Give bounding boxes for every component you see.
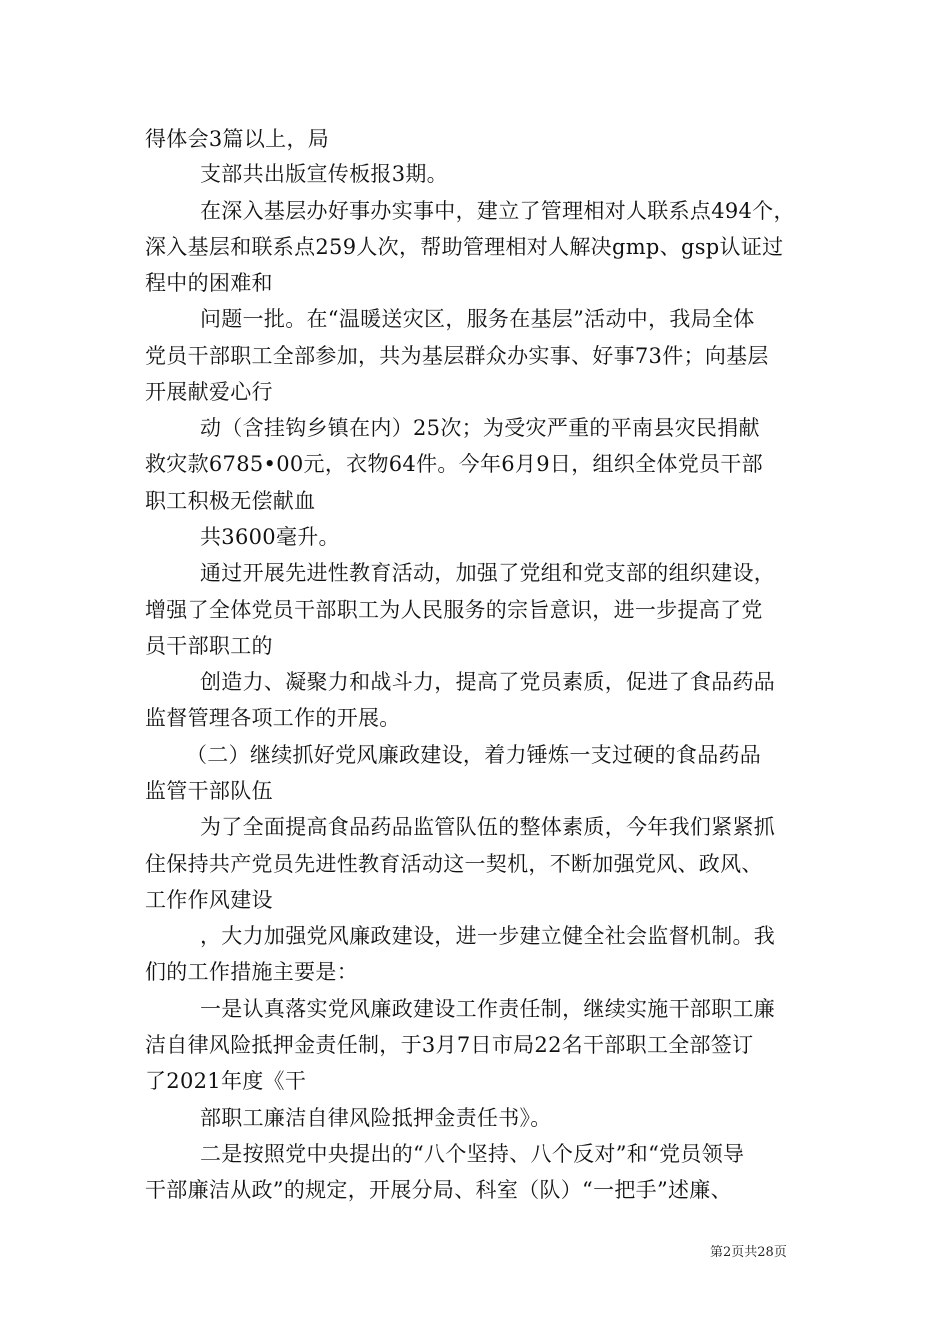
text-line: 程中的困难和: [145, 271, 273, 295]
section-heading-continued: 监管干部队伍: [145, 779, 273, 803]
page-number-footer: 第2页共28页: [710, 1245, 787, 1260]
text-line: 为了全面提高食品药品监管队伍的整体素质，今年我们紧紧抓: [200, 815, 776, 839]
text-line: 职工积极无偿献血: [145, 489, 316, 513]
text-line: 动（含挂钩乡镇在内）25次；为受灾严重的平南县灾民捐献: [200, 416, 760, 440]
text-line: 员干部职工的: [145, 634, 273, 658]
text-line: 党员干部职工全部参加，共为基层群众办实事、好事73件；向基层: [145, 344, 769, 368]
text-line: 问题一批。在“温暖送灾区，服务在基层”活动中，我局全体: [200, 307, 755, 331]
section-heading: （二）继续抓好党风廉政建设，着力锤炼一支过硬的食品药品: [186, 743, 762, 767]
text-line: 监督管理各项工作的开展。: [145, 706, 401, 730]
text-line: 洁自律风险抵押金责任制，于3月7日市局22名干部职工全部签订: [145, 1033, 754, 1057]
text-line: 共3600毫升。: [200, 525, 340, 549]
text-line: 住保持共产党员先进性教育活动这一契机，不断加强党风、政风、: [145, 852, 763, 876]
text-line: 二是按照党中央提出的“八个坚持、八个反对”和“党员领导: [200, 1142, 745, 1166]
text-line: 干部廉洁从政”的规定，开展分局、科室（队）“一把手”述廉、: [145, 1178, 732, 1202]
text-line: 得体会3篇以上，局: [145, 127, 330, 151]
text-line: 在深入基层办好事办实事中，建立了管理相对人联系点494个，: [200, 199, 795, 223]
text-line: 通过开展先进性教育活动，加强了党组和党支部的组织建设，: [200, 561, 776, 585]
text-line: 开展献爱心行: [145, 380, 273, 404]
text-line: 支部共出版宣传板报3期。: [200, 162, 448, 186]
text-line: 救灾款6785•00元，衣物64件。今年6月9日，组织全体党员干部: [145, 452, 763, 476]
text-line: 们的工作措施主要是：: [145, 960, 358, 984]
text-line: ，大力加强党风廉政建设，进一步建立健全社会监督机制。我: [200, 924, 776, 948]
text-line: 工作作风建设: [145, 888, 273, 912]
text-line: 增强了全体党员干部职工为人民服务的宗旨意识，进一步提高了党: [145, 598, 763, 622]
text-line: 部职工廉洁自律风险抵押金责任书》。: [200, 1106, 552, 1130]
text-line: 深入基层和联系点259人次，帮助管理相对人解决gmp、gsp认证过: [145, 235, 784, 259]
text-line: 创造力、凝聚力和战斗力，提高了党员素质，促进了食品药品: [200, 670, 776, 694]
text-line: 一是认真落实党风廉政建设工作责任制，继续实施干部职工廉: [200, 997, 776, 1021]
text-line: 了2021年度《干: [145, 1069, 307, 1093]
